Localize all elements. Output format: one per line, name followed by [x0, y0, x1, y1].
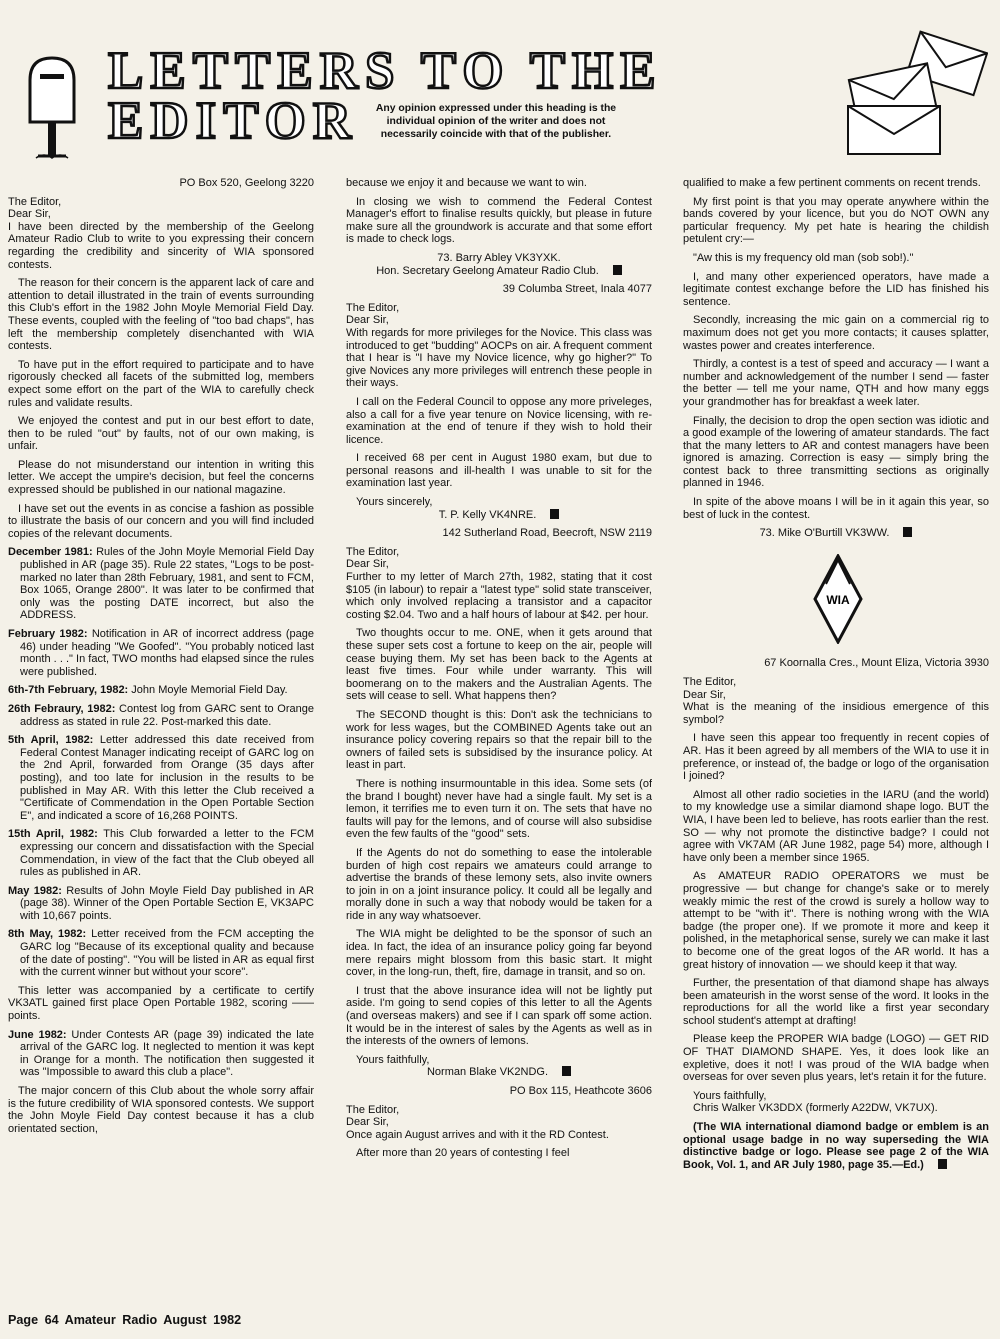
paragraph: In closing we wish to commend the Federal Contest Manager's effort to finalise results quickly, but please in future make sure all the groundwork is accurate and that some effort is made to check logs.: [346, 195, 652, 246]
timeline-entry: [8, 628, 314, 678]
mailbox-icon: [22, 52, 82, 162]
timeline-date: December 1981:: [8, 546, 93, 559]
signature: [346, 1066, 652, 1079]
paragraph: If the Agents do not do something to ease the intolerable burden of high cost repairs we amateurs could arrange to advertise the brands of these lemony sets, also invite owners to join in on a joint insurance policy. It could all be legally and morally done in such a way that nobody would be taken for a ride in any way whatsoever.: [346, 846, 652, 922]
letter-address: 67 Koornalla Cres., Mount Eliza, Victoria 3930: [764, 657, 989, 670]
paragraph: The SECOND thought is this: Don't ask the technicians to work for less wages, but the COMBINED Agents take out an insurance policy covering repairs so that the repair bill to the owners of failed sets is subsidised by the insurance policy. At least in part.: [346, 708, 652, 772]
timeline-entry: [8, 1029, 314, 1079]
timeline-date: 6th-7th February, 1982:: [8, 684, 129, 697]
signature: [346, 265, 652, 278]
paragraph: I received 68 per cent in August 1980 exam, but due to personal reasons and ill-health I was unable to sit for the examination last year.: [346, 452, 652, 490]
paragraph: My first point is that you may operate anywhere within the bands covered by your licence, but you do NOT OWN any particular frequency. My pet hate is hearing the childish petulent cry:—: [683, 195, 989, 246]
title-line-1: LETTERS TO THE: [108, 42, 663, 100]
timeline-date: 5th April, 1982:: [8, 734, 94, 747]
paragraph: To have put in the effort required to participate and to have rigorously checked all facets of the submitted log, members expect some effort on the part of the WIA to carefully check rules and validate results.: [8, 358, 314, 409]
title-line-2: EDITOR: [108, 92, 359, 150]
timeline-date: 8th May, 1982:: [8, 928, 87, 941]
paragraph: I, and many other experienced operators, have made a legitimate contest exchange before the LID has finished his sentence.: [683, 270, 989, 308]
logo-text: WIA: [826, 592, 850, 607]
paragraph: Two thoughts occur to me. ONE, when it gets around that these super sets cost a fortune to keep on the air, people will cease buying them. My set has been back to the Agents at least five times. Four while under warranty. This will boomerang on to the makers and the Australian Agents. The sets will cease to sell. What happens then?: [346, 627, 652, 703]
timeline-text: Results of John Moyle Field Day published in AR (page 38). Winner of the Open Portable Section E, VK3APC with 10,667 points.: [20, 884, 314, 922]
letter-address: 39 Columba Street, Inala 4077: [502, 283, 652, 296]
signature: [683, 527, 989, 540]
closing: Yours faithfully,: [693, 1089, 767, 1102]
timeline-text: Rules of the John Moyle Memorial Field Day published in AR (page 35). Rule 22 states, "Logs to be post-marked no later than 28th February, 1981, and sent to FCM, Box 1065, Orange 2800". It was later to be confirmed that only was the posting DATE incorrect, but also the ADDRESS.: [20, 546, 314, 622]
paragraph: We enjoyed the contest and put in our best effort to date, then to be ruled "out" by faults, not of our own making, is unfair.: [8, 415, 314, 453]
paragraph: I have been directed by the membership of the Geelong Amateur Radio Club to write to you expressing their concern regarding the credibility and sincerity of WIA sponsored contests.: [8, 220, 314, 271]
editor-note-text: (The WIA international diamond badge or emblem is an optional usage badge in no way superseding the WIA distinctive badge or logo. Please see page 2 of the WIA Book, Vol. 1, and AR July 1980, page 35.—Ed.): [683, 1121, 989, 1171]
paragraph: I have set out the events in as concise a fashion as possible to illustrate the basis of our concern and you will find included copies of the relevant documents.: [8, 502, 314, 540]
salutation: Dear Sir,: [346, 1116, 389, 1129]
salutation: Dear Sir,: [683, 688, 726, 701]
timeline-entry: [8, 828, 314, 878]
timeline-text: Under Contests AR (page 39) indicated the late arrival of the GARC log. It neglected to mention it was kept in Orange for a month. The notification then suggested it was "Impossible to award this club a place".: [20, 1028, 314, 1079]
paragraph: I trust that the above insurance idea will not be lightly put aside. I'm going to send copies of this letter to all the Agents (and overseas makers) and see if I can spark off some action. It would be in the interest of sales by the Agents as well as in the interests of the owners of lemons.: [346, 984, 652, 1048]
timeline-date: 15th April, 1982:: [8, 828, 98, 841]
letter-address: 142 Sutherland Road, Beecroft, NSW 2119: [442, 527, 652, 540]
timeline-date: June 1982:: [8, 1028, 67, 1041]
paragraph: This letter was accompanied by a certificate to certify VK3ATL gained first place Open Portable 1982, scoring —— points.: [8, 984, 314, 1023]
column-2: [346, 177, 652, 1307]
salutation: Dear Sir,: [8, 208, 51, 221]
end-mark-icon: [550, 509, 559, 519]
letter-address: PO Box 115, Heathcote 3606: [509, 1085, 652, 1097]
end-mark-icon: [938, 1159, 947, 1169]
page-footer: Page 64 Amateur Radio August 1982: [8, 1313, 242, 1327]
paragraph: Once again August arrives and with it the RD Contest.: [346, 1128, 609, 1141]
salutation: Dear Sir,: [346, 558, 389, 571]
timeline-text: Letter addressed this date received from Federal Contest Manager indicating receipt of GARC log on the 2nd April, forwarded from Orange (35 days after posting), and too late for inclusion in the results to be published in May AR. With this letter the Club received a "Certificate of Commendation in the Open Portable Section E", and indicated a score of 16,268 POINTS.: [20, 734, 314, 822]
disclaimer: Any opinion expressed under this heading is the individual opinion of the writer and does not necessarily coincide with that of the publisher.: [375, 103, 617, 140]
paragraph: In spite of the above moans I will be in it again this year, so best of luck in the contest.: [683, 496, 989, 521]
wia-diamond-logo: [813, 554, 863, 644]
paragraph: Further to my letter of March 27th, 1982, stating that it cost $105 (in labour) to repair a "latest type" solid state transceiver, which only involved replacing a transistor and a capacitor costing $2.04. Two and a half hours of labour at $42. per hour.: [346, 571, 652, 621]
timeline-text: This Club forwarded a letter to the FCM expressing our concern and dissatisfaction with the Special Commendation, in view of the fact that the Club obeyed all rules as published in AR.: [20, 828, 314, 879]
signature: [346, 509, 652, 522]
paragraph: There is nothing insurmountable in this idea. Some sets (of the brand I bought) never have had a single fault. My set is a lemon, it terrifies me to even turn it on. The sets that have no faults will pay for the lemons, and of course will also subsidise even the few faults of the "good" sets.: [346, 777, 652, 841]
paragraph: Almost all other radio societies in the IARU (and the world) to my knowledge use a similar diamond shape logo. BUT the WIA, I have been led to believe, has roots earlier than the rest. SO — why not promote the distinctive badge? I could not agree with VK7AM (AR June 1982, page 54) more, although I have only been a member since 1965.: [683, 788, 989, 864]
paragraph: Secondly, increasing the mic gain on a commercial rig to maximum does not get you more contacts; it causes splatter, wastes power and creates interference.: [683, 314, 989, 352]
end-mark-icon: [562, 1066, 571, 1076]
salutation: Dear Sir,: [346, 314, 389, 327]
timeline-date: February 1982:: [8, 628, 88, 640]
salutation: The Editor,: [683, 676, 737, 689]
timeline-entry: [8, 546, 314, 622]
paragraph: After more than 20 years of contesting I feel: [356, 1147, 570, 1160]
salutation: The Editor,: [346, 545, 400, 558]
timeline-entry: [8, 885, 314, 923]
salutation: The Editor,: [8, 195, 62, 208]
paragraph: because we enjoy it and because we want to win.: [346, 177, 587, 189]
paragraph: Finally, the decision to drop the open section was idiotic and a good example of the lowering of amateur standards. The fact that the many letters to AR and contest managers have been ignored is amazing. Correction is easy — simply bring the contest back to three transmitting sections as originally planned in 1946.: [683, 414, 989, 490]
paragraph: With regards for more privileges for the Novice. This class was introduced to get "budding" AOCPs on air. A frequent comment that I hear is "I have my Novice licence, why go higher?" To give Novices any more privileges will entrench these people in their ways.: [346, 326, 652, 390]
editor-note: [683, 1121, 989, 1171]
paragraph: As AMATEUR RADIO OPERATORS we must be progressive — but change for change's sake or to merely weakly mimic the rest of the crowd is surely a hollow way to attempt to be "with it". There is nothing wrong with the WIA badge (the proper one). If we promote it more and keep it polished, in the metaphorical sense, surely we can make it last to become one of the great logos of the AR world. It has a great history of innovation — we should keep it that way.: [683, 870, 989, 971]
letter-address: PO Box 520, Geelong 3220: [179, 177, 314, 189]
paragraph: The WIA might be delighted to be the sponsor of such an idea. In fact, the idea of an insurance policy going far beyond mere repairs might blossom from this basic start. It might cover, in the long-run, theft, fire, damage in transit, and so on.: [346, 928, 652, 979]
column-1: [8, 177, 314, 1307]
salutation: The Editor,: [346, 1103, 400, 1116]
paragraph: Further, the presentation of that diamond shape has always been amateurish in the worst sense of the word. It looks in the reproductions for all the world like a first year secondary school student's attempt at drafting!: [683, 977, 989, 1027]
signature-text: T. P. Kelly VK4NRE.: [438, 508, 537, 521]
salutation: The Editor,: [346, 301, 400, 314]
timeline-entry: [8, 734, 314, 822]
timeline-entry: [8, 684, 314, 697]
timeline-text: Notification in AR of incorrect address (page 46) under heading "We Goofed". "You probably noticed last month . . ." In fact, TWO months had elapsed since the rules were published.: [20, 628, 314, 678]
closing: Yours sincerely,: [356, 496, 433, 509]
timeline-date: 26th Febraury, 1982:: [8, 702, 116, 715]
signature: 73. Barry Abley VK3YXK.: [437, 251, 561, 264]
paragraph: Please keep the PROPER WIA badge (LOGO) — GET RID OF THAT DIAMOND SHAPE. Yes, it does look like an expletive, does it not! I was proud of the WIA badge when overseas for over seven plus years, let's retain it for the future.: [683, 1033, 989, 1084]
end-mark-icon: [613, 265, 622, 275]
timeline-text: John Moyle Memorial Field Day.: [131, 684, 288, 697]
signature-text: Hon. Secretary Geelong Amateur Radio Club.: [376, 264, 599, 277]
paragraph: I have seen this appear too frequently in recent copies of AR. Has it been agreed by all members of the WIA to use it in preference, or instead of, the badge or logo of the organisation I joined?: [683, 732, 989, 783]
envelopes-icon: [838, 30, 988, 160]
signature-text: Norman Blake VK2NDG.: [426, 1066, 549, 1079]
signature: Chris Walker VK3DDX (formerly A22DW, VK7UX).: [693, 1102, 938, 1115]
timeline-entry: [8, 703, 314, 728]
paragraph: I call on the Federal Council to oppose any more priveleges, also a call for a five year tenure on Novice licensing, with re-examination at the end of tenure if they wish to hold their licence.: [346, 395, 652, 446]
end-mark-icon: [903, 527, 912, 537]
timeline-text: Letter received from the FCM accepting the GARC log "Because of its exceptional quality and because of the date of posting". "You will be listed in AR as equal first with the current winner but without your score".: [20, 928, 314, 979]
paragraph: "Aw this is my frequency old man (sob sob!).": [693, 251, 914, 264]
paragraph: qualified to make a few pertinent comments on recent trends.: [683, 177, 981, 189]
timeline-date: May 1982:: [8, 884, 62, 897]
paragraph: The major concern of this Club about the whole sorry affair is the future credibility of WIA sponsored contests. We support the John Moyle Field Day contest because it has a club orientated section,: [8, 1085, 314, 1135]
timeline-entry: [8, 928, 314, 978]
paragraph: Please do not misunderstand our intention in writing this letter. We accept the umpire's decision, but feel the concerns expressed should be published in our national magazine.: [8, 458, 314, 497]
timeline-text: Contest log from GARC sent to Orange address as stated in rule 22. Post-marked this date.: [20, 702, 314, 728]
column-3: [683, 177, 989, 1307]
closing: Yours faithfully,: [356, 1053, 430, 1066]
paragraph: What is the meaning of the insidious emergence of this symbol?: [683, 701, 989, 726]
signature-text: 73. Mike O'Burtill VK3WW.: [759, 527, 890, 540]
paragraph: The reason for their concern is the apparent lack of care and attention to detail illustrated in the train of events surrounding this Club's effort in the 1982 John Moyle Memorial Field Day. These events, coupled with the feeling of "too bad chaps", has left the membership completely disenchanted with WIA contests.: [8, 277, 314, 353]
paragraph: Thirdly, a contest is a test of speed and accuracy — I want a number and acknowledgement of the number I send — faster the better — tell me your name, QTH and how many eggs your grandmother has for breakfast a week later.: [683, 358, 989, 408]
